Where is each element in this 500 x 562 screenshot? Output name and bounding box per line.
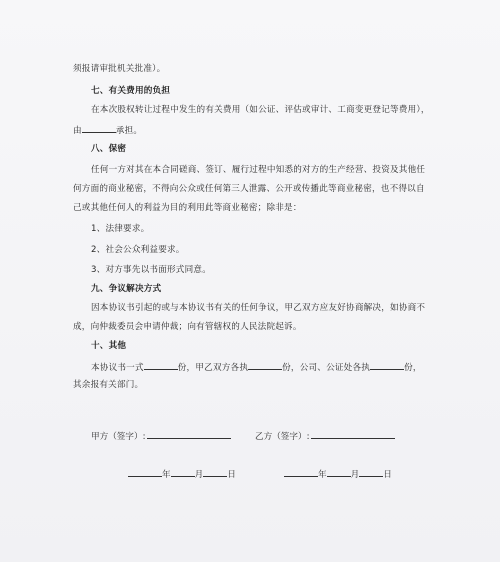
party-b-year-label: 年 [318,470,327,480]
party-copies-blank[interactable] [248,360,282,370]
section-7-heading: 七、有关费用的负担 [91,86,171,96]
section-9-para-line1: 因本协议书引起的或与本协议书有关的任何争议，甲乙双方应友好协商解决，如协商不 [91,303,426,313]
company-copies-blank[interactable] [370,360,404,370]
party-b-year-blank[interactable] [284,467,318,477]
party-a-date [128,467,236,481]
copies-text-b: 份，甲乙双方各执 [177,363,249,373]
copies-text-a: 本协议书一式 [91,363,144,373]
party-a-signature-blank[interactable] [147,429,231,439]
copies-text-d: 份， [404,363,422,373]
total-copies-blank[interactable] [144,360,178,370]
party-a-year-blank[interactable] [128,467,162,477]
party-b-date [284,467,392,481]
section-10-heading: 十、其他 [91,341,127,351]
party-a-month-blank[interactable] [171,467,195,477]
party-b-signature-blank[interactable] [311,429,395,439]
section-8-para-line3: 己或其他任何人的利益为目的利用此等商业秘密；除非是： [73,203,302,213]
section-10-para-line1 [91,360,422,374]
fee-bearer-blank[interactable] [82,123,116,133]
party-a-year-label: 年 [162,470,171,480]
section-8-para-line2: 何方面的商业秘密，不得向公众或任何第三人泄露、公开或传播此等商业秘密，也不得以自 [73,184,425,194]
party-a-month-label: 月 [194,470,204,480]
section-7-para-line1: 在本次股权转让过程中发生的有关费用（如公证、评估或审计、工商变更登记等费用）， [91,105,430,115]
party-b-day-blank[interactable] [359,467,383,477]
section-8-item-2: 2、社会公众利益要求。 [91,245,185,255]
party-b-month-blank[interactable] [327,467,351,477]
party-b-day-label: 日 [383,470,392,480]
copies-text-c: 份，公司、公证处各执 [282,363,371,373]
section-7-suffix: 承担。 [115,126,143,136]
section-9-heading: 九、争议解决方式 [91,284,162,294]
section-7-prefix: 由 [73,126,82,136]
party-a-label: 甲方（签字）: [91,432,146,442]
party-b-month-label: 月 [350,470,360,480]
section-9-para-line2: 成，向仲裁委员会申请仲裁；向有管辖权的人民法院起诉。 [73,322,302,332]
section-10-para-line2: 其余报有关部门。 [73,380,144,390]
party-b-signature [255,429,395,443]
party-a-day-label: 日 [227,470,236,480]
section-8-para-line1: 任何一方对其在本合同磋商、签订、履行过程中知悉的对方的生产经营、投资及其他任 [91,165,426,175]
section-8-item-3: 3、对方事先以书面形式同意。 [91,265,211,275]
section-7-para-line2 [73,123,142,137]
section-8-item-1: 1、法律要求。 [91,224,150,234]
party-a-day-blank[interactable] [203,467,227,477]
carry-over-line: 须报请审批机关批准）。 [73,64,166,74]
party-a-signature [91,429,231,443]
section-8-heading: 八、保密 [91,144,127,154]
party-b-label: 乙方（签字）: [255,432,310,442]
